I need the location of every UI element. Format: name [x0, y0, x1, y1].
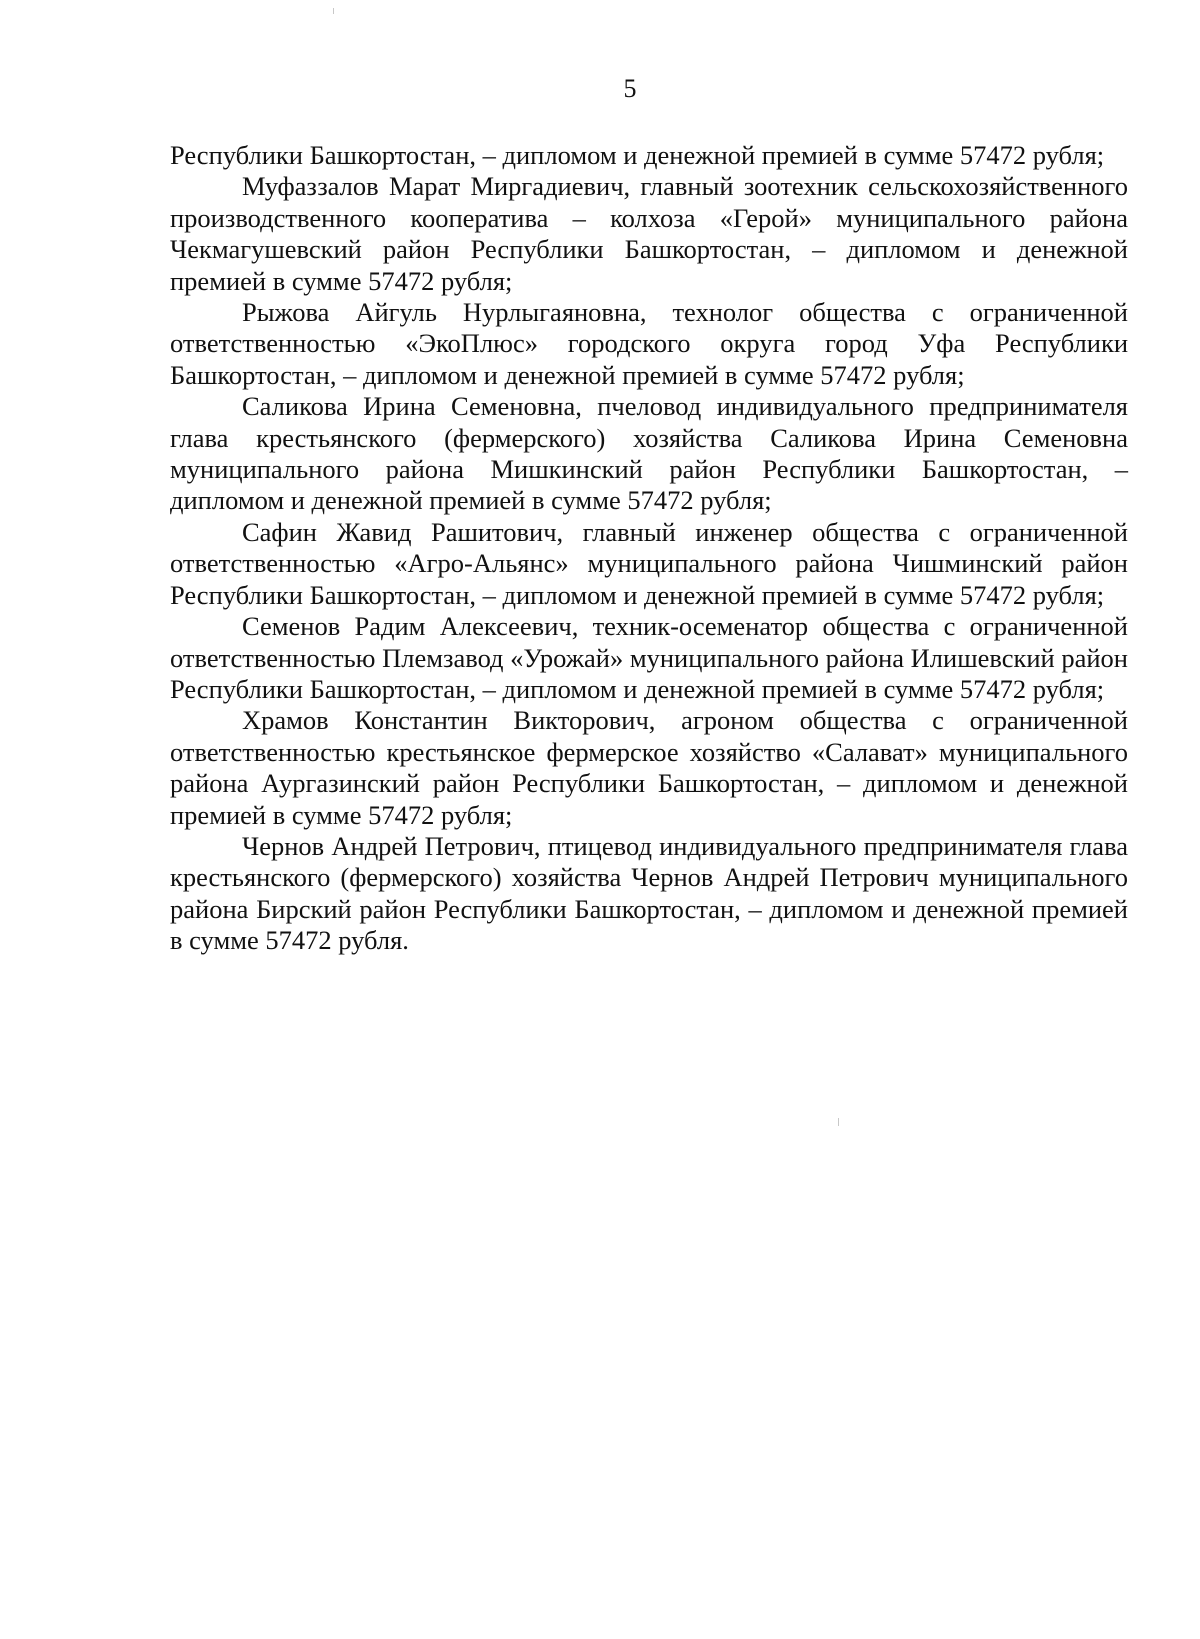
paragraph-continuation: Республики Башкортостан, – дипломом и денежной премией в сумме 57472 рубля;	[170, 140, 1105, 170]
page-number: 5	[623, 74, 637, 103]
paragraph-ryzhova: Рыжова Айгуль Нурлыгаяновна, технолог общества с ограниченной ответственностью «ЭкоПлюс» городского округа город Уфа Республики Башкортостан, – дипломом и денежной премией в сумме 57472 рубля;	[170, 297, 1128, 390]
paragraph-safin: Сафин Жавид Рашитович, главный инженер общества с ограниченной ответственностью «Агро-Альянс» муниципального района Чишминский район Республики Башкортостан, – дипломом и денежной премией в сумме 57472 рубля;	[170, 516, 1128, 610]
paragraph-khramov: Храмов Константин Викторович, агроном общества с ограниченной ответственностью крестьянское фермерское хозяйство «Салават» муниципального района Аургазинский район Республики Башкортостан, – дипломом и денежной премией в сумме 57472 рубля;	[170, 705, 1128, 830]
paragraph-mufazzalov: Муфаззалов Марат Миргадиевич, главный зоотехник сельскохозяйственного производственного кооператива – колхоза «Герой» муниципального района Чекмагушевский район Республики Башкортостан, – дипломом и денежной премией в сумме 57472 рубля;	[170, 171, 1128, 296]
scan-speck-top	[333, 8, 334, 14]
paragraph-salikova: Саликова Ирина Семеновна, пчеловод индивидуального предпринимателя глава крестьянского (фермерского) хозяйства Саликова Ирина Семеновна муниципального района Мишкинский район Республики Башкортостан, – дипломом и денежной премией в сумме 57472 рубля;	[170, 391, 1128, 516]
document-body	[170, 140, 1128, 957]
paragraph-semenov: Семенов Радим Алексеевич, техник-осеменатор общества с ограниченной ответственностью Племзавод «Урожай» муниципального района Илишевский район Республики Башкортостан, – дипломом и денежной премией в сумме 57472 рубля;	[170, 611, 1128, 704]
paragraph-chernov: Чернов Андрей Петрович, птицевод индивидуального предпринимателя глава крестьянского (фермерского) хозяйства Чернов Андрей Петрович муниципального района Бирский район Республики Башкортостан, – дипломом и денежной премией в сумме 57472 рубля.	[170, 830, 1128, 956]
scan-speck-bottom	[838, 1118, 839, 1126]
